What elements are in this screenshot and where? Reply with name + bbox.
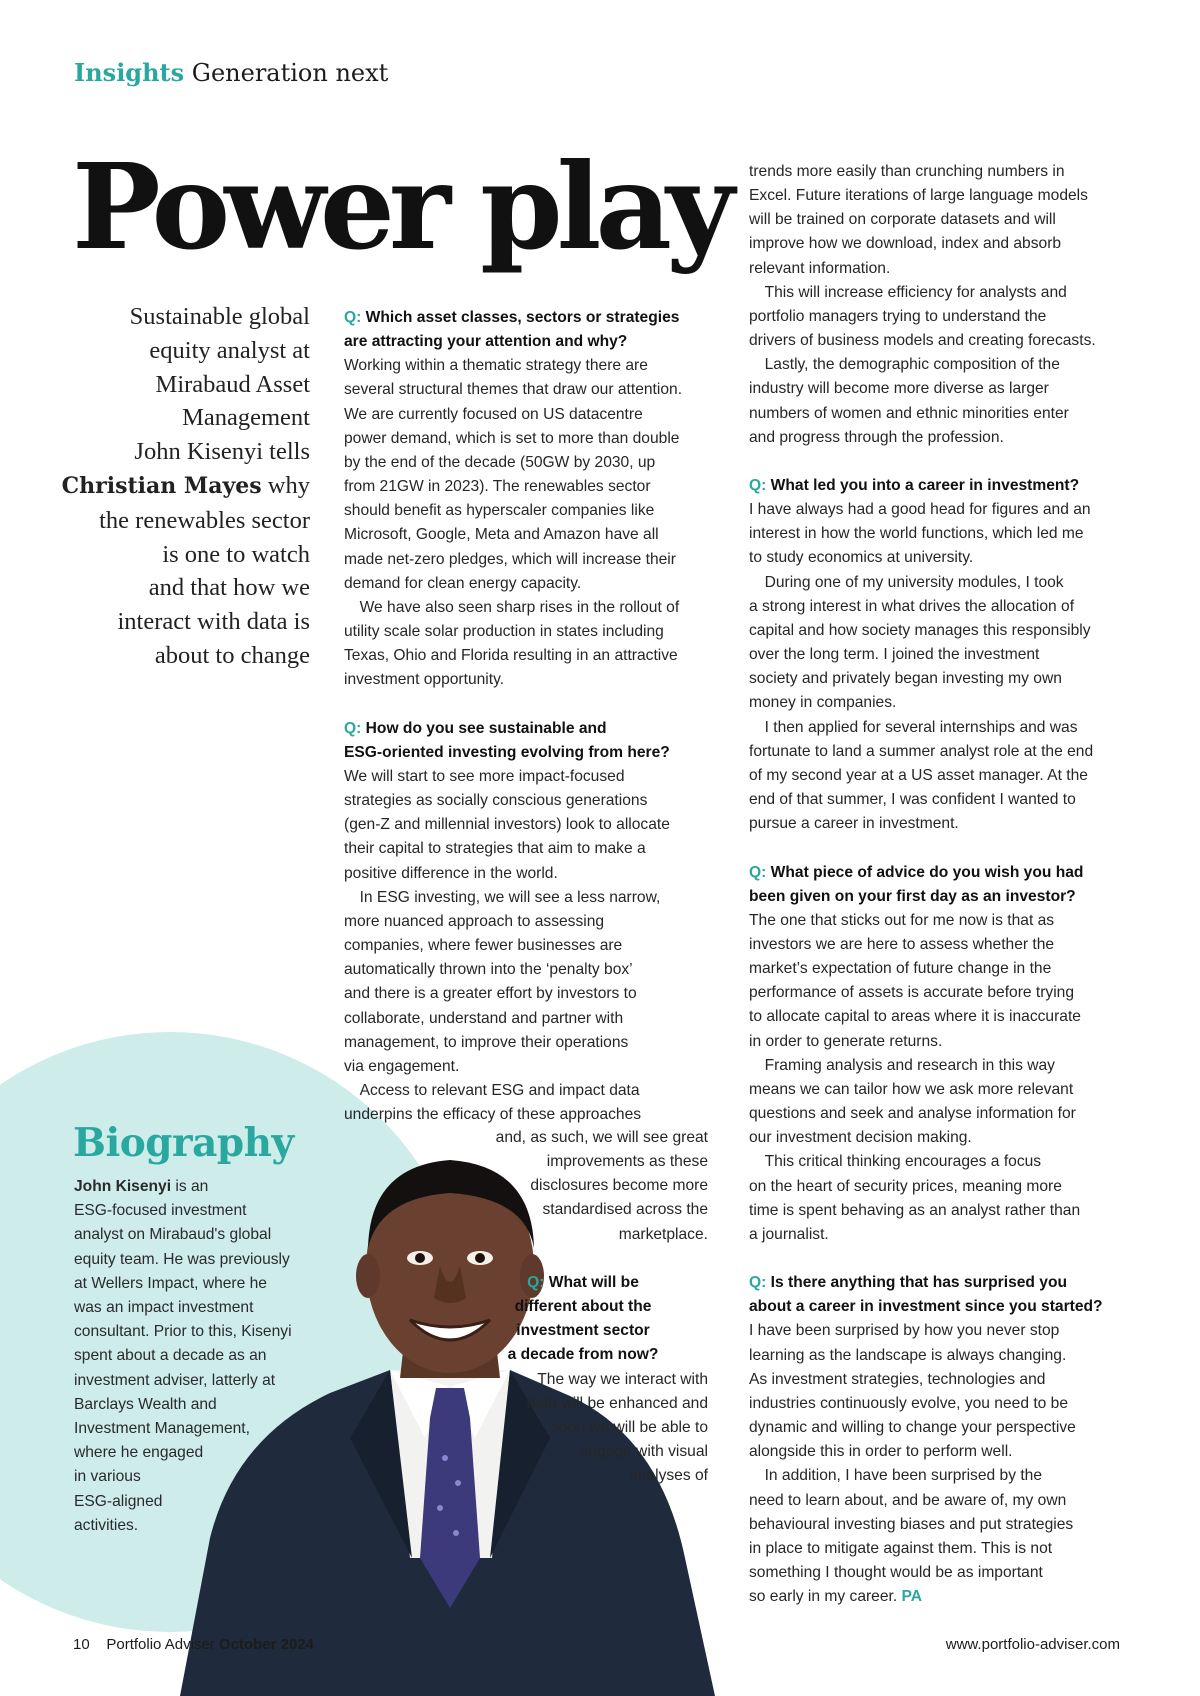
answer-line: society and privately began investing my own: [749, 670, 1062, 688]
answer-line: performance of assets is accurate before trying: [749, 984, 1075, 1002]
answer-line: improve how we download, index and absorb: [749, 235, 1062, 253]
answer-line: to allocate capital to areas where it is inaccurate: [749, 1008, 1081, 1026]
biography-line: consultant. Prior to this, Kisenyi: [74, 1323, 292, 1341]
answer-line: companies, where fewer businesses are: [344, 937, 623, 955]
biography-line: ESG-aligned: [74, 1492, 163, 1510]
standfirst-line: is one to watch: [162, 540, 310, 568]
biography-line: at Wellers Impact, where he: [74, 1274, 267, 1292]
answer-line: so early in my career. PA: [749, 1588, 923, 1606]
answer-line: of my second year at a US asset manager. At the: [749, 766, 1088, 784]
question-line: ESG-oriented investing evolving from here?: [344, 743, 670, 761]
biography-line: where he engaged: [74, 1444, 204, 1462]
subsection-label: Generation next: [191, 59, 389, 87]
biography-line: analyst on Mirabaud's global: [74, 1226, 272, 1244]
question-line: Q: What led you into a career in investment?: [749, 477, 1080, 495]
article-title: Power play: [72, 137, 729, 276]
question-marker: Q:: [749, 863, 767, 881]
answer-line: We are currently focused on US datacentre: [344, 405, 643, 423]
answer-line: to study economics at university.: [749, 549, 974, 567]
question-marker: Q:: [749, 1274, 767, 1292]
answer-line: demand for clean energy capacity.: [344, 574, 582, 592]
paragraph-gap: [749, 450, 1103, 474]
answer-line: standardised across the: [542, 1201, 708, 1219]
answer-line: power demand, which is set to more than double: [344, 429, 680, 447]
answer-line: a strong interest in what drives the allocation of: [749, 597, 1075, 615]
answer-line: in order to generate returns.: [749, 1032, 943, 1050]
answer-line: money in companies.: [749, 694, 897, 712]
answer-line: utility scale solar production in states including: [344, 623, 664, 641]
answer-line: in place to mitigate against them. This is not: [749, 1539, 1053, 1557]
answer-line: In addition, I have been surprised by the: [749, 1467, 1042, 1485]
answer-line: something I thought would be as important: [749, 1564, 1043, 1582]
author-name: Christian Mayes: [61, 472, 262, 499]
answer-line: During one of my university modules, I took: [749, 573, 1064, 591]
question-line: Q: What will be: [527, 1273, 639, 1291]
answer-line: means we can tailor how we ask more relevant: [749, 1080, 1074, 1098]
answer-line: investors we are here to assess whether the: [749, 935, 1055, 953]
answer-line: improvements as these: [546, 1153, 708, 1171]
question-line: about a career in investment since you started?: [749, 1298, 1103, 1316]
standfirst-line: equity analyst at: [149, 336, 310, 364]
question-line: Q: How do you see sustainable and: [344, 719, 607, 737]
biography-line: John Kisenyi is an: [74, 1178, 209, 1195]
biography-line: activities.: [74, 1516, 139, 1534]
answer-line: time is spent behaving as an analyst rather than: [749, 1201, 1081, 1219]
standfirst-line: interact with data is: [117, 608, 310, 636]
standfirst: [60, 300, 310, 673]
answer-line: I have always had a good head for figures and an: [749, 501, 1091, 519]
answer-line: We will start to see more impact-focused: [344, 767, 625, 785]
standfirst-line: and that how we: [148, 574, 310, 602]
answer-line: dynamic and willing to change your perspective: [749, 1419, 1076, 1437]
question-marker: Q:: [344, 309, 362, 326]
answer-line: via engagement.: [344, 1057, 460, 1075]
answer-line: Texas, Ohio and Florida resulting in an attractive: [344, 647, 678, 665]
article-column-right: [749, 160, 1103, 1609]
footer-folio: [73, 1636, 314, 1653]
answer-line: marketplace.: [618, 1225, 708, 1243]
answer-line: collaborate, understand and partner with: [344, 1009, 624, 1027]
answer-line: industry will become more diverse as larger: [749, 380, 1049, 398]
answer-line: market’s expectation of future change in the: [749, 960, 1052, 978]
article-column-middle: [344, 306, 682, 1127]
standfirst-line: about to change: [154, 641, 310, 669]
section-label: Insights: [74, 58, 185, 87]
question-marker: Q:: [749, 477, 767, 495]
answer-line: Working within a thematic strategy there are: [344, 357, 648, 375]
question-line: been given on your first day as an investor?: [749, 887, 1076, 905]
biography-line: Barclays Wealth and: [74, 1395, 217, 1413]
answer-line: and, as such, we will see great: [495, 1129, 708, 1146]
answer-line: over the long term. I joined the investment: [749, 646, 1040, 664]
paragraph-gap: [749, 836, 1103, 860]
answer-line: (gen-Z and millennial investors) look to allocate: [344, 816, 670, 834]
answer-line: trends more easily than crunching numbers in: [749, 163, 1065, 180]
magazine-name: Portfolio Adviser: [106, 1636, 215, 1653]
answer-line: industries continuously evolve, you need to be: [749, 1394, 1069, 1412]
standfirst-line: the renewables sector: [99, 506, 310, 534]
answer-line: I have been surprised by how you never stop: [749, 1322, 1060, 1340]
answer-line: their capital to strategies that aim to make a: [344, 840, 646, 858]
standfirst-line: Mirabaud Asset: [155, 370, 310, 398]
answer-line: learning as the landscape is always changing.: [749, 1346, 1067, 1364]
answer-line: by the end of the decade (50GW by 2030, up: [344, 453, 656, 471]
standfirst-line: [60, 469, 310, 504]
answer-line: and progress through the profession.: [749, 428, 1004, 446]
biography-line: investment adviser, latterly at: [74, 1371, 276, 1389]
standfirst-line: John Kisenyi tells: [134, 438, 310, 466]
answer-line: pursue a career in investment.: [749, 815, 959, 833]
answer-line: interest in how the world functions, which led me: [749, 525, 1084, 543]
answer-line: Framing analysis and research in this way: [749, 1056, 1055, 1074]
answer-line: end of that summer, I was confident I wanted to: [749, 791, 1076, 809]
answer-line: investment opportunity.: [344, 671, 505, 689]
answer-line: more nuanced approach to assessing: [344, 912, 605, 930]
answer-line: numbers of women and ethnic minorities enter: [749, 404, 1069, 422]
question-line: Q: Is there anything that has surprised you: [749, 1274, 1068, 1292]
answer-line: automatically thrown into the ‘penalty box’: [344, 961, 633, 979]
answer-line: management, to improve their operations: [344, 1033, 629, 1051]
answer-line: Microsoft, Google, Meta and Amazon have all: [344, 526, 659, 544]
answer-line: In ESG investing, we will see a less narrow,: [344, 888, 661, 906]
answer-line: behavioural investing biases and put strategies: [749, 1515, 1074, 1533]
question-line: are attracting your attention and why?: [344, 333, 628, 351]
answer-line: fortunate to land a summer analyst role at the end: [749, 742, 1094, 760]
question-line: Q: What piece of advice do you wish you had: [749, 863, 1084, 881]
answer-line: portfolio managers trying to understand the: [749, 307, 1047, 325]
answer-line: drivers of business models and creating forecasts.: [749, 332, 1096, 350]
biography-line: ESG-focused investment: [74, 1202, 247, 1220]
answer-line: alongside this in order to perform well.: [749, 1443, 1013, 1461]
answer-line: made net-zero pledges, which will increase their: [344, 550, 676, 568]
question-marker: Q:: [344, 719, 362, 737]
answer-line: Excel. Future iterations of large language models: [749, 187, 1088, 205]
paragraph-gap: [458, 1247, 708, 1271]
answer-line: I then applied for several internships and was: [749, 718, 1078, 736]
answer-line: engage with visual: [579, 1443, 708, 1461]
answer-line: a journalist.: [749, 1225, 829, 1243]
issue-date: October 2024: [218, 1636, 314, 1653]
question-line: Q: Which asset classes, sectors or strategies: [344, 309, 680, 326]
paragraph-gap: [749, 1247, 1103, 1271]
biography-name: John Kisenyi: [74, 1178, 172, 1195]
answer-line: several structural themes that draw our attention.: [344, 381, 683, 399]
article-column-middle-wrap: [458, 1126, 708, 1488]
biography-line: Investment Management,: [74, 1420, 250, 1438]
answer-line: will be trained on corporate datasets and will: [749, 211, 1056, 229]
page-number: 10: [73, 1636, 90, 1653]
question-marker: Q:: [527, 1273, 545, 1291]
page-header: [74, 58, 388, 87]
question-line: a decade from now?: [507, 1346, 659, 1364]
answer-line: data will be enhanced and: [526, 1394, 708, 1412]
answer-line: capital and how society manages this responsibly: [749, 621, 1091, 639]
biography-title: Biography: [73, 1120, 294, 1166]
answer-line: We have also seen sharp rises in the rollout of: [344, 598, 680, 616]
question-line: investment sector: [516, 1322, 650, 1340]
answer-line: analyses of: [629, 1467, 708, 1485]
biography-line: spent about a decade as an: [74, 1347, 267, 1365]
answer-line: should benefit as hyperscaler companies like: [344, 502, 655, 520]
standfirst-line: Management: [182, 404, 310, 432]
answer-line: Lastly, the demographic composition of the: [749, 356, 1060, 374]
footer-url[interactable]: www.portfolio-adviser.com: [945, 1636, 1120, 1653]
biography-line: equity team. He was previously: [74, 1250, 290, 1268]
answer-line: relevant information.: [749, 259, 891, 277]
answer-line: from 21GW in 2023). The renewables sector: [344, 478, 651, 496]
biography-line: was an impact investment: [74, 1299, 254, 1317]
answer-line: underpins the efficacy of these approaches: [344, 1106, 642, 1124]
answer-line: The one that sticks out for me now is that as: [749, 911, 1055, 929]
biography-line: in various: [74, 1468, 141, 1486]
answer-line: soon we will be able to: [551, 1418, 708, 1436]
answer-line: disclosures become more: [530, 1177, 708, 1195]
standfirst-line: Sustainable global: [129, 303, 310, 330]
question-line: different about the: [514, 1298, 652, 1316]
biography-text: [74, 1175, 292, 1538]
answer-line: This critical thinking encourages a focus: [749, 1153, 1042, 1171]
answer-line: Access to relevant ESG and impact data: [344, 1081, 640, 1099]
answer-line: This will increase efficiency for analysts and: [749, 283, 1067, 301]
author-suffix: why: [261, 471, 310, 499]
answer-line: positive difference in the world.: [344, 864, 558, 882]
answer-line: need to learn about, and be aware of, my own: [749, 1491, 1067, 1509]
answer-line: As investment strategies, technologies and: [749, 1370, 1046, 1388]
answer-line: on the heart of security prices, meaning more: [749, 1177, 1062, 1195]
answer-line: our investment decision making.: [749, 1129, 972, 1147]
answer-line: questions and seek and analyse information for: [749, 1105, 1076, 1123]
signoff-mark: PA: [901, 1588, 923, 1606]
paragraph-gap: [344, 693, 682, 717]
answer-line: The way we interact with: [537, 1370, 708, 1388]
answer-line: and there is a greater effort by investors to: [344, 985, 637, 1003]
answer-line: strategies as socially conscious generations: [344, 792, 648, 810]
